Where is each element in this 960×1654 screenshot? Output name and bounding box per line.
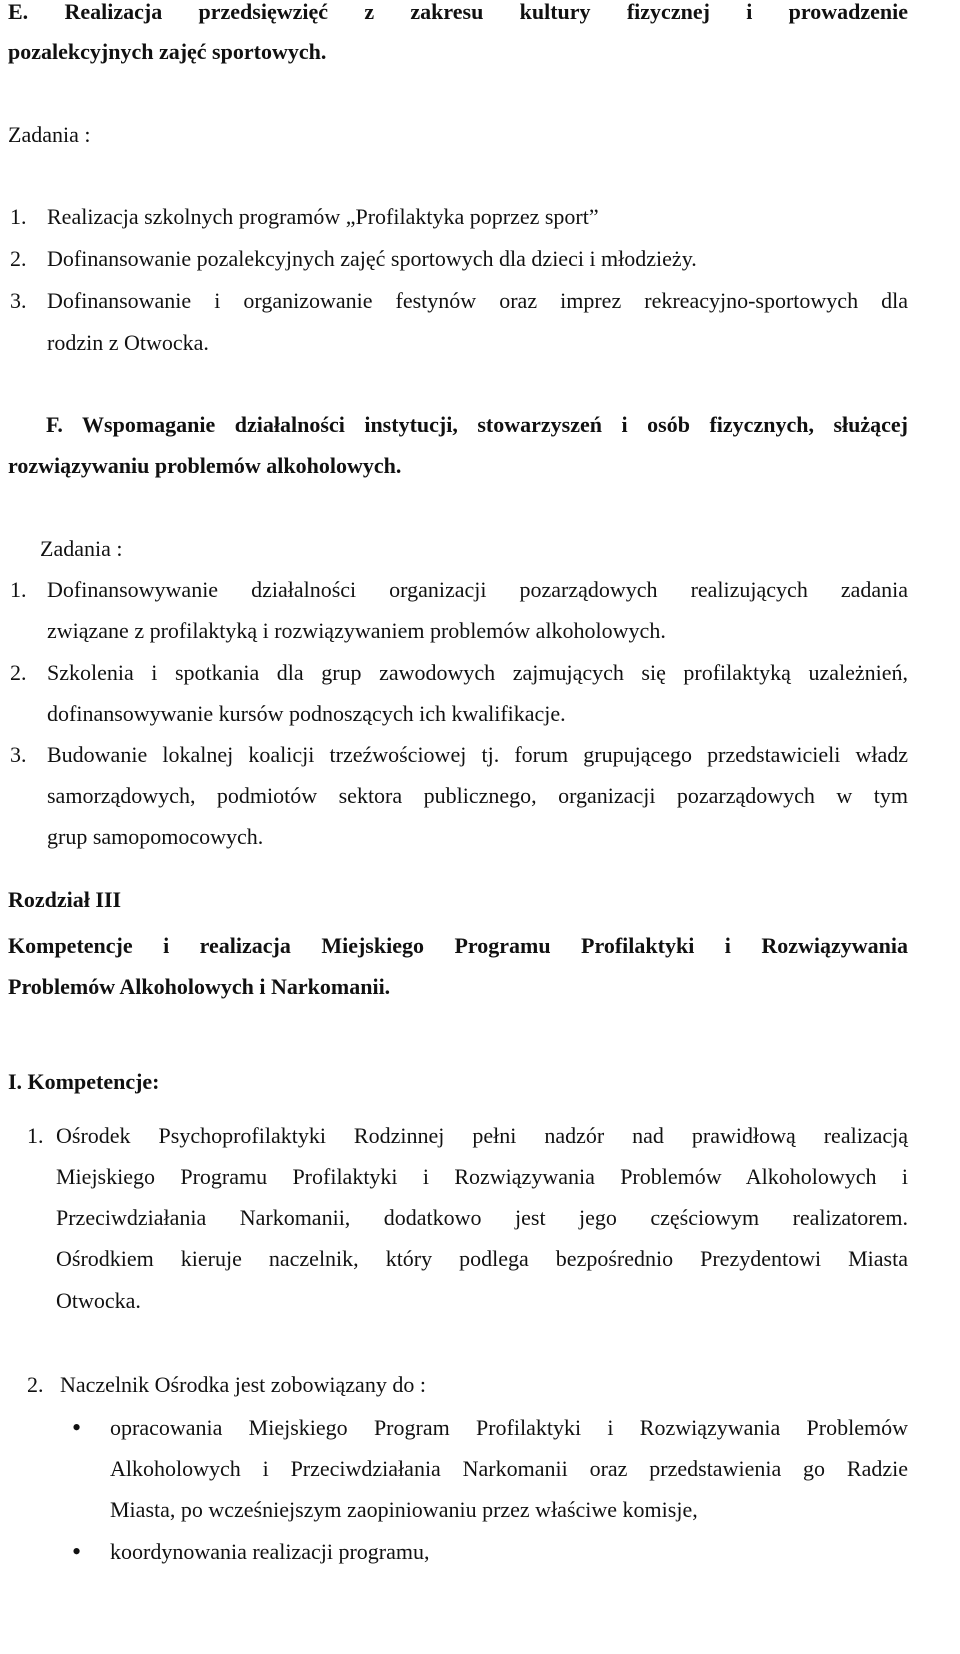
bullet-icon: •: [72, 1537, 82, 1566]
section-e-item2-number: 2.: [10, 246, 27, 271]
competence-item2-text: Naczelnik Ośrodka jest zobowiązany do :: [60, 1372, 426, 1397]
section-e-item3-number: 3.: [10, 288, 27, 313]
section-f-item1-text-line1: Dofinansowywanie działalności organizacji pozarządowych realizujących zadania: [47, 577, 908, 602]
section-f-tasks-label: Zadania :: [40, 536, 123, 561]
section-f-heading-line1: F. Wspomaganie działalności instytucji, stowarzyszeń i osób fizycznych, służącej: [46, 412, 908, 437]
chapter-subtitle-line2: Problemów Alkoholowych i Narkomanii.: [8, 974, 391, 999]
section-e-heading-line2: pozalekcyjnych zajęć sportowych.: [8, 39, 327, 64]
section-f-item2-number: 2.: [10, 660, 27, 685]
competence-item1-line1: Ośrodek Psychoprofilaktyki Rodzinnej pełni nadzór nad prawidłową realizacją: [56, 1123, 908, 1148]
competence-item1-line2: Miejskiego Programu Profilaktyki i Rozwiązywania Problemów Alkoholowych i: [56, 1164, 908, 1189]
bullet-icon: •: [72, 1413, 82, 1442]
competence-item1-line5: Otwocka.: [56, 1288, 141, 1313]
competence-item2-number: 2.: [27, 1372, 44, 1397]
competences-heading: I. Kompetencje:: [8, 1069, 160, 1094]
section-f-item3-text-line3: grup samopomocowych.: [47, 824, 264, 849]
section-f-item3-number: 3.: [10, 742, 27, 767]
section-f-item3-text-line2: samorządowych, podmiotów sektora publicznego, organizacji pozarządowych w tym: [47, 783, 908, 808]
section-f-item1-number: 1.: [10, 577, 27, 602]
section-f-item2-text-line2: dofinansowywanie kursów podnoszących ich kwalifikacje.: [47, 701, 566, 726]
section-f-item2-text-line1: Szkolenia i spotkania dla grup zawodowych zajmujących się profilaktyką uzależnień,: [47, 660, 908, 685]
competence-bullet1-line1: opracowania Miejskiego Program Profilaktyki i Rozwiązywania Problemów: [110, 1415, 908, 1440]
chapter-subtitle-line1: Kompetencje i realizacja Miejskiego Programu Profilaktyki i Rozwiązywania: [8, 933, 908, 958]
section-f-heading-line2: rozwiązywaniu problemów alkoholowych.: [8, 453, 402, 478]
section-e-item3-text-line2: rodzin z Otwocka.: [47, 330, 209, 355]
competence-item1-line3: Przeciwdziałania Narkomanii, dodatkowo jest jego częściowym realizatorem.: [56, 1205, 908, 1230]
competence-bullet1-line3: Miasta, po wcześniejszym zaopiniowaniu przez właściwe komisje,: [110, 1497, 698, 1522]
section-e-item1-number: 1.: [10, 204, 27, 229]
competence-bullet2-line1: koordynowania realizacji programu,: [110, 1539, 430, 1564]
section-f-item1-text-line2: związane z profilaktyką i rozwiązywaniem problemów alkoholowych.: [47, 618, 666, 643]
section-e-item1-text: Realizacja szkolnych programów „Profilaktyka poprzez sport”: [47, 204, 599, 229]
section-e-item3-text-line1: Dofinansowanie i organizowanie festynów oraz imprez rekreacyjno-sportowych dla: [47, 288, 908, 313]
section-e-item2-text: Dofinansowanie pozalekcyjnych zajęć sportowych dla dzieci i młodzieży.: [47, 246, 697, 271]
section-e-heading-line1: E. Realizacja przedsięwzięć z zakresu kultury fizycznej i prowadzenie: [8, 0, 908, 24]
section-e-tasks-label: Zadania :: [8, 122, 91, 147]
section-f-item3-text-line1: Budowanie lokalnej koalicji trzeźwościowej tj. forum grupującego przedstawicieli władz: [47, 742, 908, 767]
competence-bullet1-line2: Alkoholowych i Przeciwdziałania Narkomanii oraz przedstawienia go Radzie: [110, 1456, 908, 1481]
competence-item1-number: 1.: [27, 1123, 44, 1148]
chapter-title: Rozdział III: [8, 887, 122, 912]
competence-item1-line4: Ośrodkiem kieruje naczelnik, który podlega bezpośrednio Prezydentowi Miasta: [56, 1246, 908, 1271]
